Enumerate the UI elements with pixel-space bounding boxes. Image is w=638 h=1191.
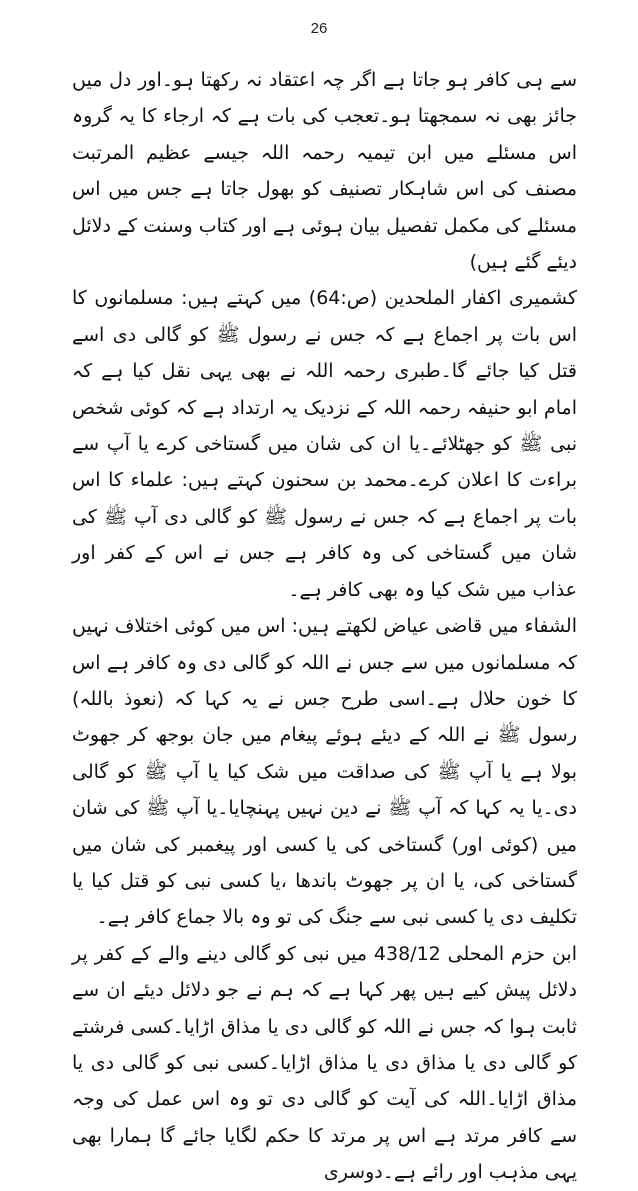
paragraph-kashmiri-quote: کشمیری اکفار الملحدین (ص:64) میں کہتے ہیں: مسلمانوں کا اس بات پر اجماع ہے کہ جس نے رسول ﷺ کو گالی دی اسے قتل کیا جائے گا۔طبری رحمہ اللہ نے بھی یہی نقل کیا ہے کہ امام ابو حنیفہ رحمہ اللہ کے نزدیک یہ ارتداد ہے کہ کوئی شخص نبی ﷺ کو جھٹلائے۔یا ان کی شان میں گستاخی کرے یا آپ سے براءت کا اعلان کرے۔محمد بن سحنون کہتے ہیں: علماء کا اس بات پر اجماع ہے کہ جس نے رسول ﷺ کو گالی دی آپ ﷺ کی شان میں گستاخی کی وہ کافر ہے جس نے اس کے کفر اور عذاب میں شک کیا وہ بھی کافر ہے۔: [72, 287, 578, 601]
paragraph-ibn-hazm-quote: ابن حزم المحلی 438/12 میں نبی کو گالی دینے والے کے کفر پر دلائل پیش کیے ہیں پھر کہا ہے کہ ہم نے جو دلائل دیئے ان سے ثابت ہوا کہ جس نے اللہ کو گالی دی یا مذاق اڑایا۔کسی فرشتے کو گالی دی یا مذاق دی یا مذاق اڑایا۔کسی نبی کو گالی دی یا مذاق اڑایا۔اللہ کی آیت کو گالی دی تو وہ اس عمل کی وجہ سے کافر مرتد ہے اس پر مرتد کا حکم لگایا جائے گا ہمارا بھی یہی مذہب اور رائے ہے۔دوسری: [72, 942, 577, 1184]
paragraph-intro-continuation: سے ہی کافر ہو جاتا ہے اگر چہ اعتقاد نہ رکھتا ہو۔اور دل میں جائز بھی نہ سمجھتا ہو۔تعجب کی بات ہے کہ ارجاء کا یہ گروہ اس مسئلے میں ابن تیمیہ رحمہ اللہ جیسے عظیم المرتبت مصنف کی اس شاہکار تصنیف کو بھول جاتا ہے جس میں اس مسئلے کی مکمل تفصیل بیان ہوئی ہے اور کتاب وسنت کے دلائل دیئے گئے ہیں): [72, 69, 577, 274]
paragraph-shifa-quote: الشفاء میں قاضی عیاض لکھتے ہیں: اس میں کوئی اختلاف نہیں کہ مسلمانوں میں سے جس نے اللہ کو گالی دی وہ کافر ہے اس کا خون حلال ہے۔اسی طرح جس نے یہ کہا کہ (نعوذ باللہ) رسول ﷺ نے اللہ کے دیئے ہوئے پیغام میں جان بوجھ کر جھوٹ بولا ہے یا آپ ﷺ کی صداقت میں شک کیا یا آپ ﷺ کو گالی دی۔یا یہ کہا کہ آپ ﷺ نے دین نہیں پہنچایا۔یا آپ ﷺ کی شان میں (کوئی اور) گستاخی کی یا کسی اور پیغمبر کی شان میں گستاخی کی، یا ان پر جھوٹ باندھا ،یا کسی نبی کو قتل کیا یا تکلیف دی یا کسی نبی سے جنگ کی تو وہ بالا جماع کافر ہے۔: [72, 615, 577, 929]
page-body: [72, 62, 577, 1191]
page-number: 26: [310, 20, 328, 37]
